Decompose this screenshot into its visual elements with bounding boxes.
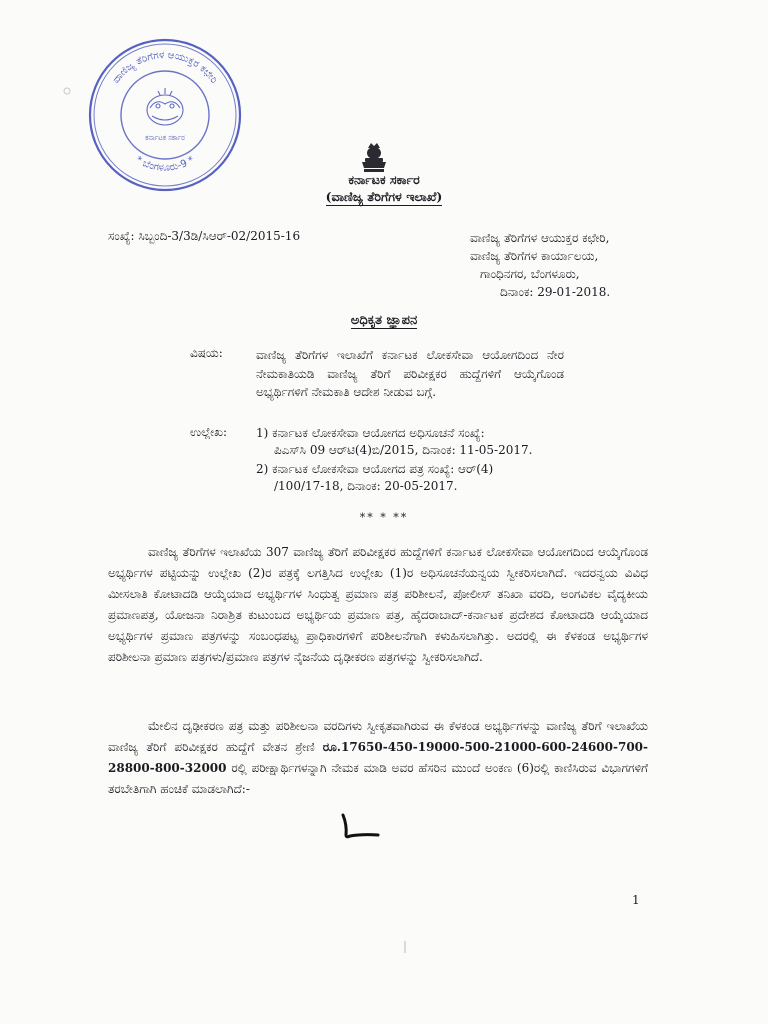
reference-number: ಸಂಖ್ಯೆ: ಸಿಬ್ಬಂದಿ-3/3ಡಿ/ಸಿಆರ್-02/2015-16	[108, 229, 301, 243]
seal-lower-text: * ಬೆಂಗಳೂರು-9 *	[133, 154, 197, 174]
department-name-text: (ವಾಣಿಜ್ಯ ತೆರಿಗೆಗಳ ಇಲಾಖೆ)	[325, 189, 443, 204]
body-paragraph-1	[108, 542, 648, 668]
office-address-line3: ಗಾಂಧಿನಗರ, ಬೆಂಗಳೂರು,	[480, 267, 580, 281]
svg-text:* ಬೆಂಗಳೂರು-9 *	[133, 155, 196, 174]
document-heading-text: ಅಧಿಕೃತ ಜ್ಞಾಪನ	[350, 313, 418, 328]
reference-item	[256, 461, 576, 495]
reference-item-line2: /100/17-18, ದಿನಾಂಕ: 20-05-2017.	[274, 479, 458, 493]
punch-hole-mark	[62, 86, 72, 96]
body-paragraph-2	[108, 716, 648, 800]
reference-item-line2: ಪಿಎಸ್‌ಸಿ 09 ಆರ್‌ಟಿ(4)ಬಿ/2015, ದಿನಾಂಕ: 11-05-2017.	[274, 443, 533, 457]
office-address-line1: ವಾಣಿಜ್ಯ ತೆರಿಗೆಗಳ ಆಯುಕ್ತರ ಕಛೇರಿ,	[470, 231, 610, 245]
subject-text: ವಾಣಿಜ್ಯ ತೆರಿಗೆಗಳ ಇಲಾಖೆಗೆ ಕರ್ನಾಟಕ ಲೋಕಸೇವಾ ಆಯೋಗದಿಂದ ನೇರ ನೇಮಕಾತಿಯಡಿ ವಾಣಿಜ್ಯ ತೆರಿಗೆ ಪರಿವೀಕ್ಷಕರ ಹುದ್ದೆಗಳಿಗೆ ಆಯ್ಕೆಗೊಂಡ ಅಭ್ಯರ್ಥಿಗಳಿಗೆ ನೇಮಕಾತಿ ಆದೇಶ ನೀಡುವ ಬಗ್ಗೆ.	[256, 348, 564, 399]
references-label: ಉಲ್ಲೇಖ:	[190, 425, 228, 439]
document-date: ದಿನಾಂಕ: 29-01-2018.	[500, 285, 611, 299]
references-list	[256, 425, 576, 497]
reference-item	[256, 425, 576, 459]
office-seal-stamp	[86, 36, 244, 194]
scan-artifact-mark	[402, 940, 408, 954]
seal-emblem-icon	[147, 88, 183, 125]
office-address	[470, 229, 610, 301]
document-heading	[0, 313, 768, 328]
body-paragraph-2-pre: ಮೇಲಿನ ದೃಢೀಕರಣ ಪತ್ರ ಮತ್ತು ಪರಿಶೀಲನಾ ವರದಿಗಳು ಸ್ವೀಕೃತವಾಗಿರುವ ಈ ಕೆಳಕಂಡ ಅಭ್ಯರ್ಥಿಗಳನ್ನು ವಾಣಿಜ್ಯ ತೆರಿಗೆ ಇಲಾಖೆಯ ವಾಣಿಜ್ಯ ತೆರಿಗೆ ಪರಿವೀಕ್ಷಕರ ಹುದ್ದೆಗೆ ವೇತನ ಶ್ರೇಣಿ	[108, 719, 648, 754]
signature-mark	[338, 812, 384, 842]
office-address-line2: ವಾಣಿಜ್ಯ ತೆರಿಗೆಗಳ ಕಾರ್ಯಾಲಯ,	[470, 249, 599, 263]
subject-label: ವಿಷಯ:	[190, 346, 223, 360]
body-paragraph-1-text: ವಾಣಿಜ್ಯ ತೆರಿಗೆಗಳ ಇಲಾಖೆಯ 307 ವಾಣಿಜ್ಯ ತೆರಿಗೆ ಪರಿವೀಕ್ಷಕರ ಹುದ್ದೆಗಳಿಗೆ ಕರ್ನಾಟಕ ಲೋಕಸೇವಾ ಆಯೋಗದಿಂದ ಆಯ್ಕೆಗೊಂಡ ಅಭ್ಯರ್ಥಿಗಳ ಪಟ್ಟಿಯನ್ನು ಉಲ್ಲೇಖ (2)ರ ಪತ್ರಕ್ಕೆ ಲಗತ್ತಿಸಿದ ಉಲ್ಲೇಖ (1)ರ ಅಧಿಸೂಚನೆಯನ್ವಯ ಸ್ವೀಕರಿಸಲಾಗಿದೆ. ಇದರನ್ವಯ ವಿವಿಧ ಮೀಸಲಾತಿ ಕೋಟಾದಡಿ ಆಯ್ಕೆಯಾದ ಅಭ್ಯರ್ಥಿಗಳ ಸಿಂಧುತ್ವ ಪ್ರಮಾಣ ಪತ್ರ ಪರಿಶೀಲನೆ, ಪೋಲೀಸ್ ತನಿಖಾ ವರದಿ, ಅಂಗವಿಕಲ ವೈದ್ಯಕೀಯ ಪ್ರಮಾಣಪತ್ರ, ಯೋಜನಾ ನಿರಾಶ್ರಿತ ಕುಟುಂಬದ ಅಭ್ಯರ್ಥಿಯ ಪ್ರಮಾಣ ಪತ್ರ, ಹೈದರಾಬಾದ್-ಕರ್ನಾಟಕ ಪ್ರದೇಶದ ಕೋಟಾದಡಿ ಆಯ್ಕೆಯಾದ ಅಭ್ಯರ್ಥಿಗಳ ಪ್ರಮಾಣ ಪತ್ರಗಳನ್ನು ಸಂಬಂಧಪಟ್ಟ ಪ್ರಾಧಿಕಾರಗಳಿಗೆ ಪರಿಶೀಲನೆಗಾಗಿ ಕಳುಹಿಸಲಾಗಿತ್ತು. ಅದರಲ್ಲಿ ಈ ಕೆಳಕಂಡ ಅಭ್ಯರ್ಥಿಗಳ ಪರಿಶೀಲನಾ ಪ್ರಮಾಣ ಪತ್ರಗಳು/ಪ್ರಮಾಣ ಪತ್ರಗಳ ನೈಜನೆಯ ದೃಢೀಕರಣ ಪತ್ರಗಳನ್ನು ಸ್ವೀಕರಿಸಲಾಗಿದೆ.	[108, 545, 648, 664]
reference-item-line1: 1) ಕರ್ನಾಟಕ ಲೋಕಸೇವಾ ಆಯೋಗದ ಅಧಿಸೂಚನೆ ಸಂಖ್ಯೆ:	[256, 426, 485, 440]
body-paragraph-2-post: ರಲ್ಲಿ ಪರೀಕ್ಷಾರ್ಥಿಗಳನ್ನಾಗಿ ನೇಮಕ ಮಾಡಿ ಅವರ ಹೆಸರಿನ ಮುಂದೆ ಅಂಕಣ (6)ರಲ್ಲಿ ಕಾಣಿಸಿರುವ ವಿಭಾಗಗಳಿಗೆ ತರಬೇತಿಗಾಗಿ ಹಂಚಿಕೆ ಮಾಡಲಾಗಿದೆ:-	[108, 761, 648, 796]
department-name	[0, 189, 768, 205]
seal-outer-text: ವಾಣಿಜ್ಯ ತೆರಿಗೆಗಳ ಆಯುಕ್ತರ ಕಛೇರಿ	[110, 49, 220, 86]
separator-stars: ** * **	[359, 511, 409, 524]
seal-inner-text: ಕರ್ನಾಟಕ ಸರ್ಕಾರ	[145, 134, 185, 142]
pay-scale: ರೂ.17650-450-19000-500-21000-600-24600-700-28800-800-32000	[108, 740, 648, 775]
government-name: ಕರ್ನಾಟಕ ಸರ್ಕಾರ	[348, 172, 420, 187]
page-number: 1	[632, 893, 640, 907]
reference-item-line1: 2) ಕರ್ನಾಟಕ ಲೋಕಸೇವಾ ಆಯೋಗದ ಪತ್ರ ಸಂಖ್ಯೆ: ಆರ್(4)	[256, 462, 494, 476]
state-emblem-icon	[356, 140, 392, 174]
